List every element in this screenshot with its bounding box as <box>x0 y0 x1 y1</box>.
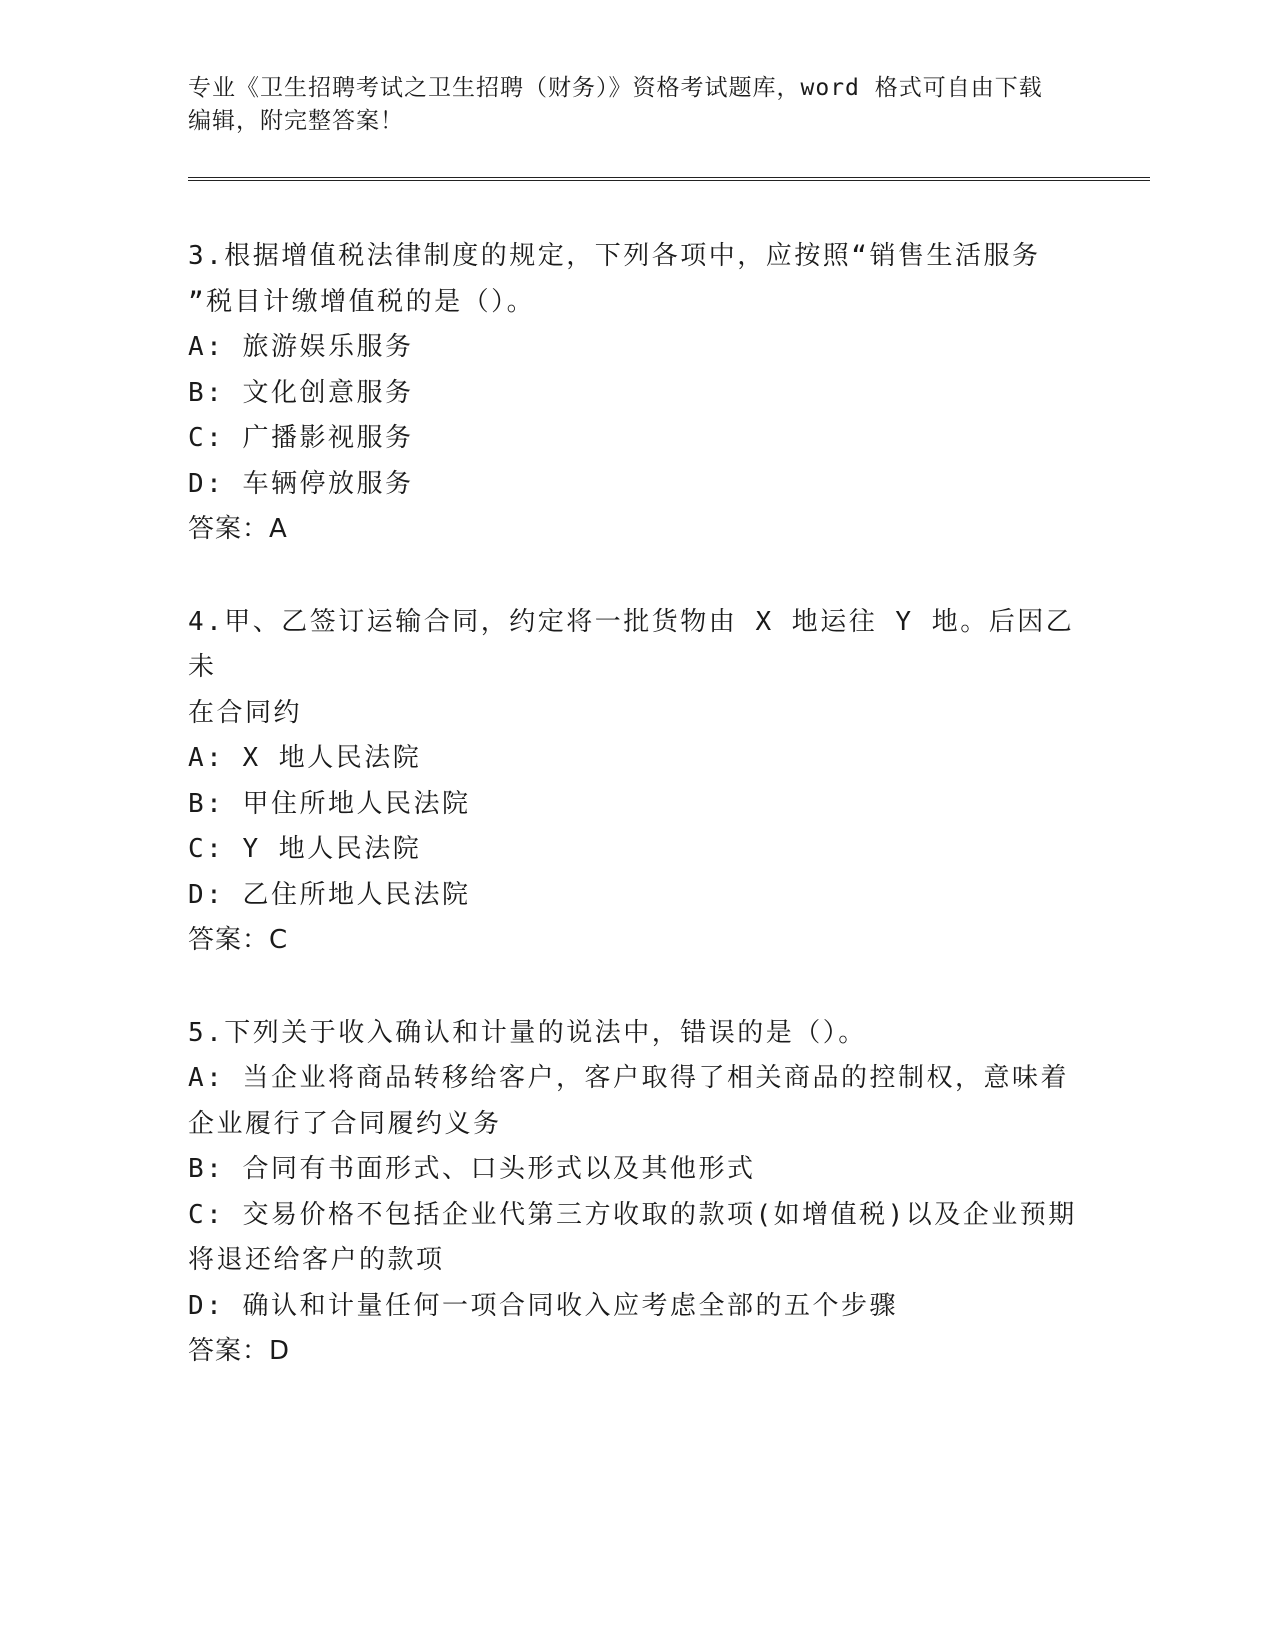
question-text: 5.下列关于收入确认和计量的说法中，错误的是（）。 <box>188 1017 867 1048</box>
question-4 <box>188 600 1088 964</box>
answer: 答案：A <box>188 514 288 544</box>
option-d: D: 确认和计量任何一项合同收入应考虑全部的五个步骤 <box>188 1290 898 1321</box>
header-divider <box>188 177 1150 181</box>
option-a-continued: 企业履行了合同履约义务 <box>188 1108 502 1139</box>
option-d: D: 乙住所地人民法院 <box>188 879 471 910</box>
question-text: ”税目计缴增值税的是（）。 <box>188 286 536 317</box>
question-list <box>188 234 1088 1422</box>
option-b: B: 文化创意服务 <box>188 377 414 408</box>
header-line: 专业《卫生招聘考试之卫生招聘（财务）》资格考试题库，word 格式可自由下载 <box>188 75 1043 101</box>
option-c-continued: 将退还给客户的款项 <box>188 1245 445 1275</box>
option-a: A: X 地人民法院 <box>188 743 422 773</box>
question-text: 在合同约 <box>188 697 303 728</box>
option-d: D: 车辆停放服务 <box>188 468 414 499</box>
option-a: A: 旅游娱乐服务 <box>188 332 414 362</box>
header-line: 编辑，附完整答案！ <box>188 108 404 134</box>
option-b: B: 甲住所地人民法院 <box>188 788 471 819</box>
option-a: A: 当企业将商品转移给客户，客户取得了相关商品的控制权，意味着 <box>188 1063 1069 1093</box>
document-header <box>188 72 1088 138</box>
answer: 答案：D <box>188 1336 291 1366</box>
question-5 <box>188 1011 1088 1375</box>
question-text: 3.根据增值税法律制度的规定，下列各项中，应按照“销售生活服务 <box>188 241 1041 271</box>
question-text: 4.甲、乙签订运输合同，约定将一批货物由 X 地运往 Y 地。后因乙未 <box>188 606 1075 682</box>
answer: 答案：C <box>188 925 289 955</box>
question-3 <box>188 234 1088 553</box>
option-b: B: 合同有书面形式、口头形式以及其他形式 <box>188 1154 756 1184</box>
option-c: C: 交易价格不包括企业代第三方收取的款项(如增值税)以及企业预期 <box>188 1199 1077 1230</box>
option-c: C: Y 地人民法院 <box>188 834 422 864</box>
option-c: C: 广播影视服务 <box>188 423 414 453</box>
